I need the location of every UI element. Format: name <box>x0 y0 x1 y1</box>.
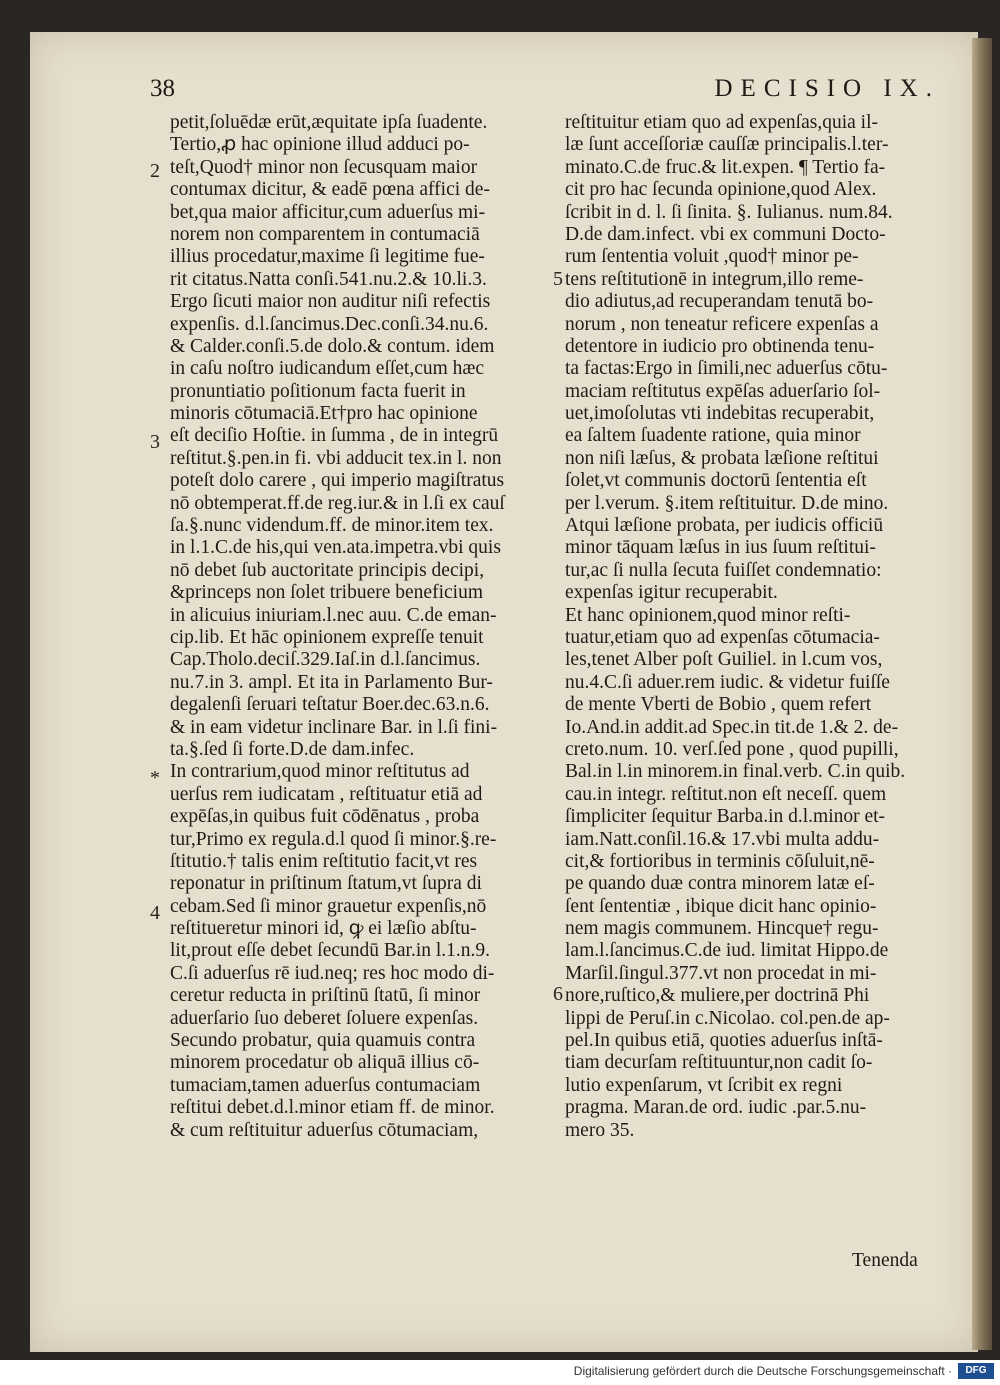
text-line: lam.l.ſancimus.C.de iud. limitat Hippo.de <box>565 940 889 962</box>
text-line: ta factas:Ergo in ſimili,nec aduerſus cōtu- <box>565 358 888 380</box>
text-line: ea ſaltem ſuadente ratione, quia minor <box>565 425 861 447</box>
text-line: nō debet ſub auctoritate principis decipi, <box>170 559 485 581</box>
text-line: tur,ac ſi nulla ſecuta fuiſſet condemnatio: <box>565 559 882 581</box>
text-line: non niſi læſus, & probata læſione reſtitui <box>565 447 879 469</box>
text-line: cebam.Sed ſi minor grauetur expenſis,nō <box>170 895 487 917</box>
text-line: Ergo ſicuti maior non auditur niſi refectis <box>170 291 491 313</box>
text-line: ſimpliciter ſequitur Barba.in d.l.minor et- <box>565 806 886 828</box>
text-line: ſtitutio.† talis enim reſtitutio facit,vt res <box>170 850 478 872</box>
margin-note: 6 <box>553 983 563 1005</box>
text-line: cip.lib. Et hāc opinionem expreſſe tenuit <box>170 626 484 648</box>
text-line: tens reſtitutionē in integrum,illo reme- <box>565 268 864 290</box>
left-column <box>170 112 562 1142</box>
text-line: Secundo probatur, quia quamuis contra <box>170 1030 476 1052</box>
text-line: & in eam videtur inclinare Bar. in l.ſi fini- <box>170 716 498 738</box>
text-line: lutio expenſarum, vt ſcribit ex regni <box>565 1074 843 1096</box>
text-line: tuatur,etiam quo ad expenſas cōtumacia- <box>565 626 880 648</box>
text-line: &princeps non ſolet tribuere beneficium <box>170 582 483 604</box>
text-line: ſent ſententiæ , ibique dicit hanc opinio- <box>565 895 877 917</box>
text-line: bet,qua maior afficitur,cum aduerſus mi- <box>170 201 486 223</box>
text-line: iam.Natt.conſil.16.& 17.vbi multa addu- <box>565 828 880 850</box>
text-line: mero 35. <box>565 1119 635 1141</box>
text-line: in alicuius iniuriam.l.nec auu. C.de eman- <box>170 604 497 626</box>
text-line: uerſus rem iudicatam , reſtituatur etiā ad <box>170 783 483 805</box>
text-line: minorem procedatur ob aliquā illius cō- <box>170 1052 480 1074</box>
text-line: D.de dam.infect. vbi ex communi Docto- <box>565 223 886 245</box>
text-line: dio adiutus,ad recuperandam tenutā bo- <box>565 291 874 313</box>
text-line: petit,ſoluēdæ erūt,æquitate ipſa ſuadente. <box>170 112 488 133</box>
text-line: ſa.§.nunc videndum.ff. de minor.item tex. <box>170 515 494 537</box>
dfg-logo: DFG <box>958 1363 994 1379</box>
text-line: norem non comparentem in contumaciā <box>170 223 480 245</box>
text-line: per l.verum. §.item reſtituitur. D.de mino. <box>565 492 889 514</box>
text-line: minato.C.de fruc.& lit.expen. ¶ Tertio fa- <box>565 156 886 178</box>
text-line: minor tāquam læſus in ius ſuum reſtitui- <box>565 537 876 559</box>
text-line: illius procedatur,maxime ſi legitime fue- <box>170 246 485 268</box>
text-line: creto.num. 10. verſ.ſed pone , quod pupilli, <box>565 738 899 760</box>
text-line: C.ſi aduerſus rē iud.neq; res hoc modo di- <box>170 962 495 984</box>
text-line: & cum reſtituitur aduerſus cōtumaciam, <box>170 1119 479 1141</box>
text-line: lippi de Peruſ.in c.Nicolao. col.pen.de ap- <box>565 1007 890 1029</box>
text-line: expenſas igitur recuperabit. <box>565 582 778 604</box>
text-line: nore,ruſtico,& muliere,per doctrinā Phi <box>565 985 870 1007</box>
margin-note: 3 <box>150 431 160 453</box>
text-line: les,tenet Alber poſt Guiliel. in l.cum vos, <box>565 649 883 671</box>
page-header <box>150 75 940 109</box>
text-line: poteſt dolo carere , qui imperio magiſtratus <box>170 470 505 492</box>
right-column <box>565 112 957 1142</box>
text-line: reſtitueretur minori id, ꝙ ei læſio abſtu- <box>170 918 477 940</box>
text-line: in l.1.C.de his,qui ven.ata.impetra.vbi quis <box>170 537 501 559</box>
text-line: nem magis communem. Hincque† regu- <box>565 918 879 940</box>
text-line: minoris cōtumaciā.Et†pro hac opinione <box>170 403 478 425</box>
margin-note: 5 <box>553 268 563 290</box>
text-line: In contrarium,quod minor reſtitutus ad <box>170 761 470 783</box>
text-line: eſt deciſio Hoſtie. in ſumma , de in integrū <box>170 425 499 447</box>
text-line: nu.4.C.ſi aduer.rem iudic. & videtur fuiſſe <box>565 671 890 693</box>
text-line: Et hanc opinionem,quod minor reſti- <box>565 604 851 626</box>
catchword: Tenenda <box>852 1250 918 1271</box>
text-line: lit,prout eſſe debet ſecundū Bar.in l.1.n.9. <box>170 940 491 962</box>
text-line: contumax dicitur, & eadē pœna affici de- <box>170 179 490 201</box>
text-line: tur,Primo ex regula.d.l quod ſi minor.§.re- <box>170 828 497 850</box>
text-line: nō obtemperat.ff.de reg.iur.& in l.ſi ex cauſ <box>170 492 505 514</box>
margin-note: 2 <box>150 160 160 182</box>
text-line: pragma. Maran.de ord. iudic .par.5.nu- <box>565 1097 867 1119</box>
text-line: cit pro hac ſecunda opinione,quod Alex. <box>565 179 877 201</box>
text-line: ſcribit in d. l. ſi ſinita. §. Iulianus. num.84. <box>565 201 893 223</box>
text-line: degalenſi ſeruari teſtatur Boer.dec.63.n.6. <box>170 694 490 716</box>
text-line: reſtitui debet.d.l.minor etiam ff. de minor. <box>170 1097 495 1119</box>
text-line: rit citatus.Natta conſi.541.nu.2.& 10.li.3. <box>170 268 487 290</box>
text-line: & Calder.conſi.5.de dolo.& contum. idem <box>170 335 495 357</box>
text-line: pel.In quibus etiā, quoties aduerſus inſtā- <box>565 1030 883 1052</box>
text-line: cit,& fortioribus in terminis cōſuluit,nē- <box>565 850 875 872</box>
margin-note: * <box>150 767 160 789</box>
text-line: tumaciam,tamen aduerſus contumaciam <box>170 1074 481 1096</box>
text-line: ſolet,vt communis doctorū ſententia eſt <box>565 470 867 492</box>
page-number: 38 <box>150 75 175 102</box>
text-line: Bal.in l.in minorem.in final.verb. C.in quib. <box>565 761 906 783</box>
text-line: expēſas,in quibus fuit cōdēnatus , proba <box>170 806 480 828</box>
text-line: reſtitut.§.pen.in fi. vbi adducit tex.in l. non <box>170 447 502 469</box>
text-line: læ ſunt acceſſoriæ cauſſæ principalis.l.ter- <box>565 134 889 156</box>
text-line: de mente Vberti de Bobio , quem refert <box>565 694 872 716</box>
text-line: aduerſario ſuo deberet ſoluere expenſas. <box>170 1007 479 1029</box>
text-line: uet,imoſolutas vti indebitas recuperabit, <box>565 403 875 425</box>
page-edge <box>972 38 992 1350</box>
text-line: tiam decurſam reſtituuntur,non cadit ſo- <box>565 1052 873 1074</box>
text-line: ceretur reducta in priſtinū ſtatū, ſi minor <box>170 985 481 1007</box>
text-line: nu.7.in 3. ampl. Et ita in Parlamento Bur- <box>170 671 493 693</box>
text-line: Marſil.ſingul.377.vt non procedat in mi- <box>565 962 877 984</box>
text-line: detentore in iudicio pro obtinenda tenu- <box>565 335 875 357</box>
running-title: DECISIO IX. <box>714 75 940 102</box>
footer-credit: Digitalisierung gefördert durch die Deutsche Forschungsgemeinschaft · <box>573 1364 952 1378</box>
text-line: in caſu noſtro iudicandum eſſet,cum hæc <box>170 358 485 380</box>
text-line: reſtituitur etiam quo ad expenſas,quia il- <box>565 112 878 133</box>
margin-note: 4 <box>150 902 160 924</box>
text-line: rum ſententia voluit ,quod† minor pe- <box>565 246 859 268</box>
text-line: teſt,Quod† minor non ſecusquam maior <box>170 156 478 178</box>
text-line: pronuntiatio poſitionum facta fuerit in <box>170 380 466 402</box>
text-line: Io.And.in addit.ad Spec.in tit.de 1.& 2. de- <box>565 716 899 738</box>
text-line: Cap.Tholo.deciſ.329.Iaſ.in d.l.ſancimus. <box>170 649 481 671</box>
footer-bar <box>0 1360 1000 1385</box>
text-line: Atqui læſione probata, per iudicis officiū <box>565 515 884 537</box>
text-line: norum , non teneatur reficere expenſas a <box>565 313 879 335</box>
text-line: pe quando duæ contra minorem latæ eſ- <box>565 873 875 895</box>
text-line: reponatur in priſtinum ſtatum,vt ſupra di <box>170 873 482 895</box>
text-line: expenſis. d.l.ſancimus.Dec.conſi.34.nu.6. <box>170 313 489 335</box>
text-line: maciam reſtitutus expēſas aduerſario ſol- <box>565 380 881 402</box>
text-line: Tertio,ꝓ hac opinione illud adduci po- <box>170 134 470 156</box>
text-line: cau.in integr. reſtitut.non eſt neceſſ. quem <box>565 783 887 805</box>
text-line: ta.§.ſed ſi forte.D.de dam.infec. <box>170 738 415 760</box>
